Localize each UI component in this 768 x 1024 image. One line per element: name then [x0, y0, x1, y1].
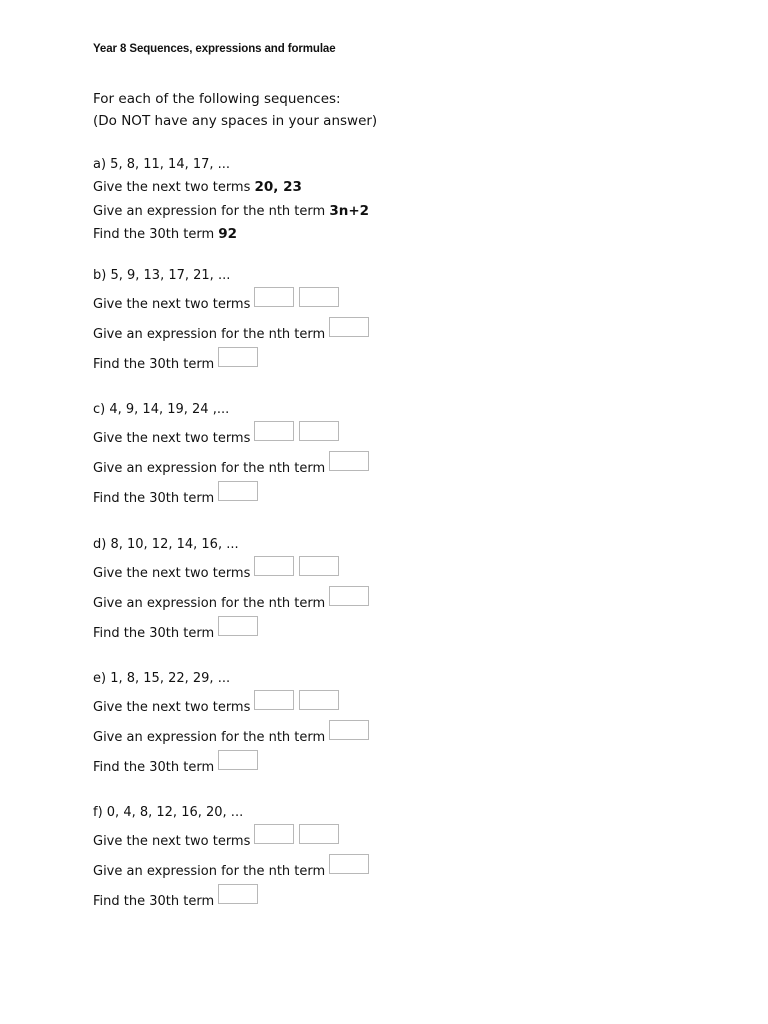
- example-expression-row: [93, 200, 369, 223]
- 30th-term-input[interactable]: [218, 750, 258, 770]
- expression-input[interactable]: [329, 720, 369, 740]
- instruction-note: (Do NOT have any spaces in your answer): [93, 113, 378, 129]
- next-terms-answer: 20, 23: [254, 179, 302, 196]
- example-sequence: a) 5, 8, 11, 14, 17, ...: [93, 157, 231, 172]
- next-term-1-input[interactable]: [254, 556, 294, 576]
- sequence-label: b) 5, 9, 13, 17, 21, ...: [93, 268, 231, 283]
- term-label: Find the 30th term: [93, 626, 215, 641]
- example-next-row: [93, 176, 369, 199]
- example-term-row: [93, 223, 369, 246]
- expression-label: Give an expression for the nth term: [93, 327, 326, 342]
- next-term-2-input[interactable]: [299, 690, 339, 710]
- term-label: Find the 30th term: [93, 226, 215, 242]
- expression-input[interactable]: [329, 317, 369, 337]
- expression-label: Give an expression for the nth term: [93, 864, 326, 879]
- 30th-term-input[interactable]: [218, 616, 258, 636]
- 30th-term-input[interactable]: [218, 347, 258, 367]
- expression-label: Give an expression for the nth term: [93, 461, 326, 476]
- worked-example: [93, 154, 369, 246]
- next-term-1-input[interactable]: [254, 824, 294, 844]
- expression-input[interactable]: [329, 854, 369, 874]
- expression-label: Give an expression for the nth term: [93, 730, 326, 745]
- page-title: Year 8 Sequences, expressions and formulae: [93, 43, 336, 55]
- instructions: [93, 88, 377, 132]
- expression-label: Give an expression for the nth term: [93, 203, 326, 219]
- instruction-line: For each of the following sequences:: [93, 91, 341, 107]
- 30th-term-input[interactable]: [218, 884, 258, 904]
- next-terms-label: Give the next two terms: [93, 431, 251, 446]
- next-term-2-input[interactable]: [299, 287, 339, 307]
- next-terms-label: Give the next two terms: [93, 700, 251, 715]
- term-label: Find the 30th term: [93, 760, 215, 775]
- expression-answer: 3n+2: [329, 202, 370, 219]
- next-terms-label: Give the next two terms: [93, 566, 251, 581]
- sequence-label: e) 1, 8, 15, 22, 29, ...: [93, 671, 231, 686]
- sequence-label: f) 0, 4, 8, 12, 16, 20, ...: [93, 805, 244, 820]
- sequence-label: d) 8, 10, 12, 14, 16, ...: [93, 537, 239, 552]
- expression-input[interactable]: [329, 451, 369, 471]
- 30th-term-input[interactable]: [218, 481, 258, 501]
- next-terms-label: Give the next two terms: [93, 297, 251, 312]
- next-term-1-input[interactable]: [254, 287, 294, 307]
- next-term-1-input[interactable]: [254, 690, 294, 710]
- term-label: Find the 30th term: [93, 357, 215, 372]
- expression-input[interactable]: [329, 586, 369, 606]
- next-term-2-input[interactable]: [299, 421, 339, 441]
- next-terms-label: Give the next two terms: [93, 180, 251, 196]
- next-term-1-input[interactable]: [254, 421, 294, 441]
- next-terms-label: Give the next two terms: [93, 834, 251, 849]
- term-label: Find the 30th term: [93, 894, 215, 909]
- term-label: Find the 30th term: [93, 491, 215, 506]
- expression-label: Give an expression for the nth term: [93, 596, 326, 611]
- next-term-2-input[interactable]: [299, 556, 339, 576]
- term-answer: 92: [218, 225, 238, 242]
- next-term-2-input[interactable]: [299, 824, 339, 844]
- sequence-label: c) 4, 9, 14, 19, 24 ,...: [93, 402, 230, 417]
